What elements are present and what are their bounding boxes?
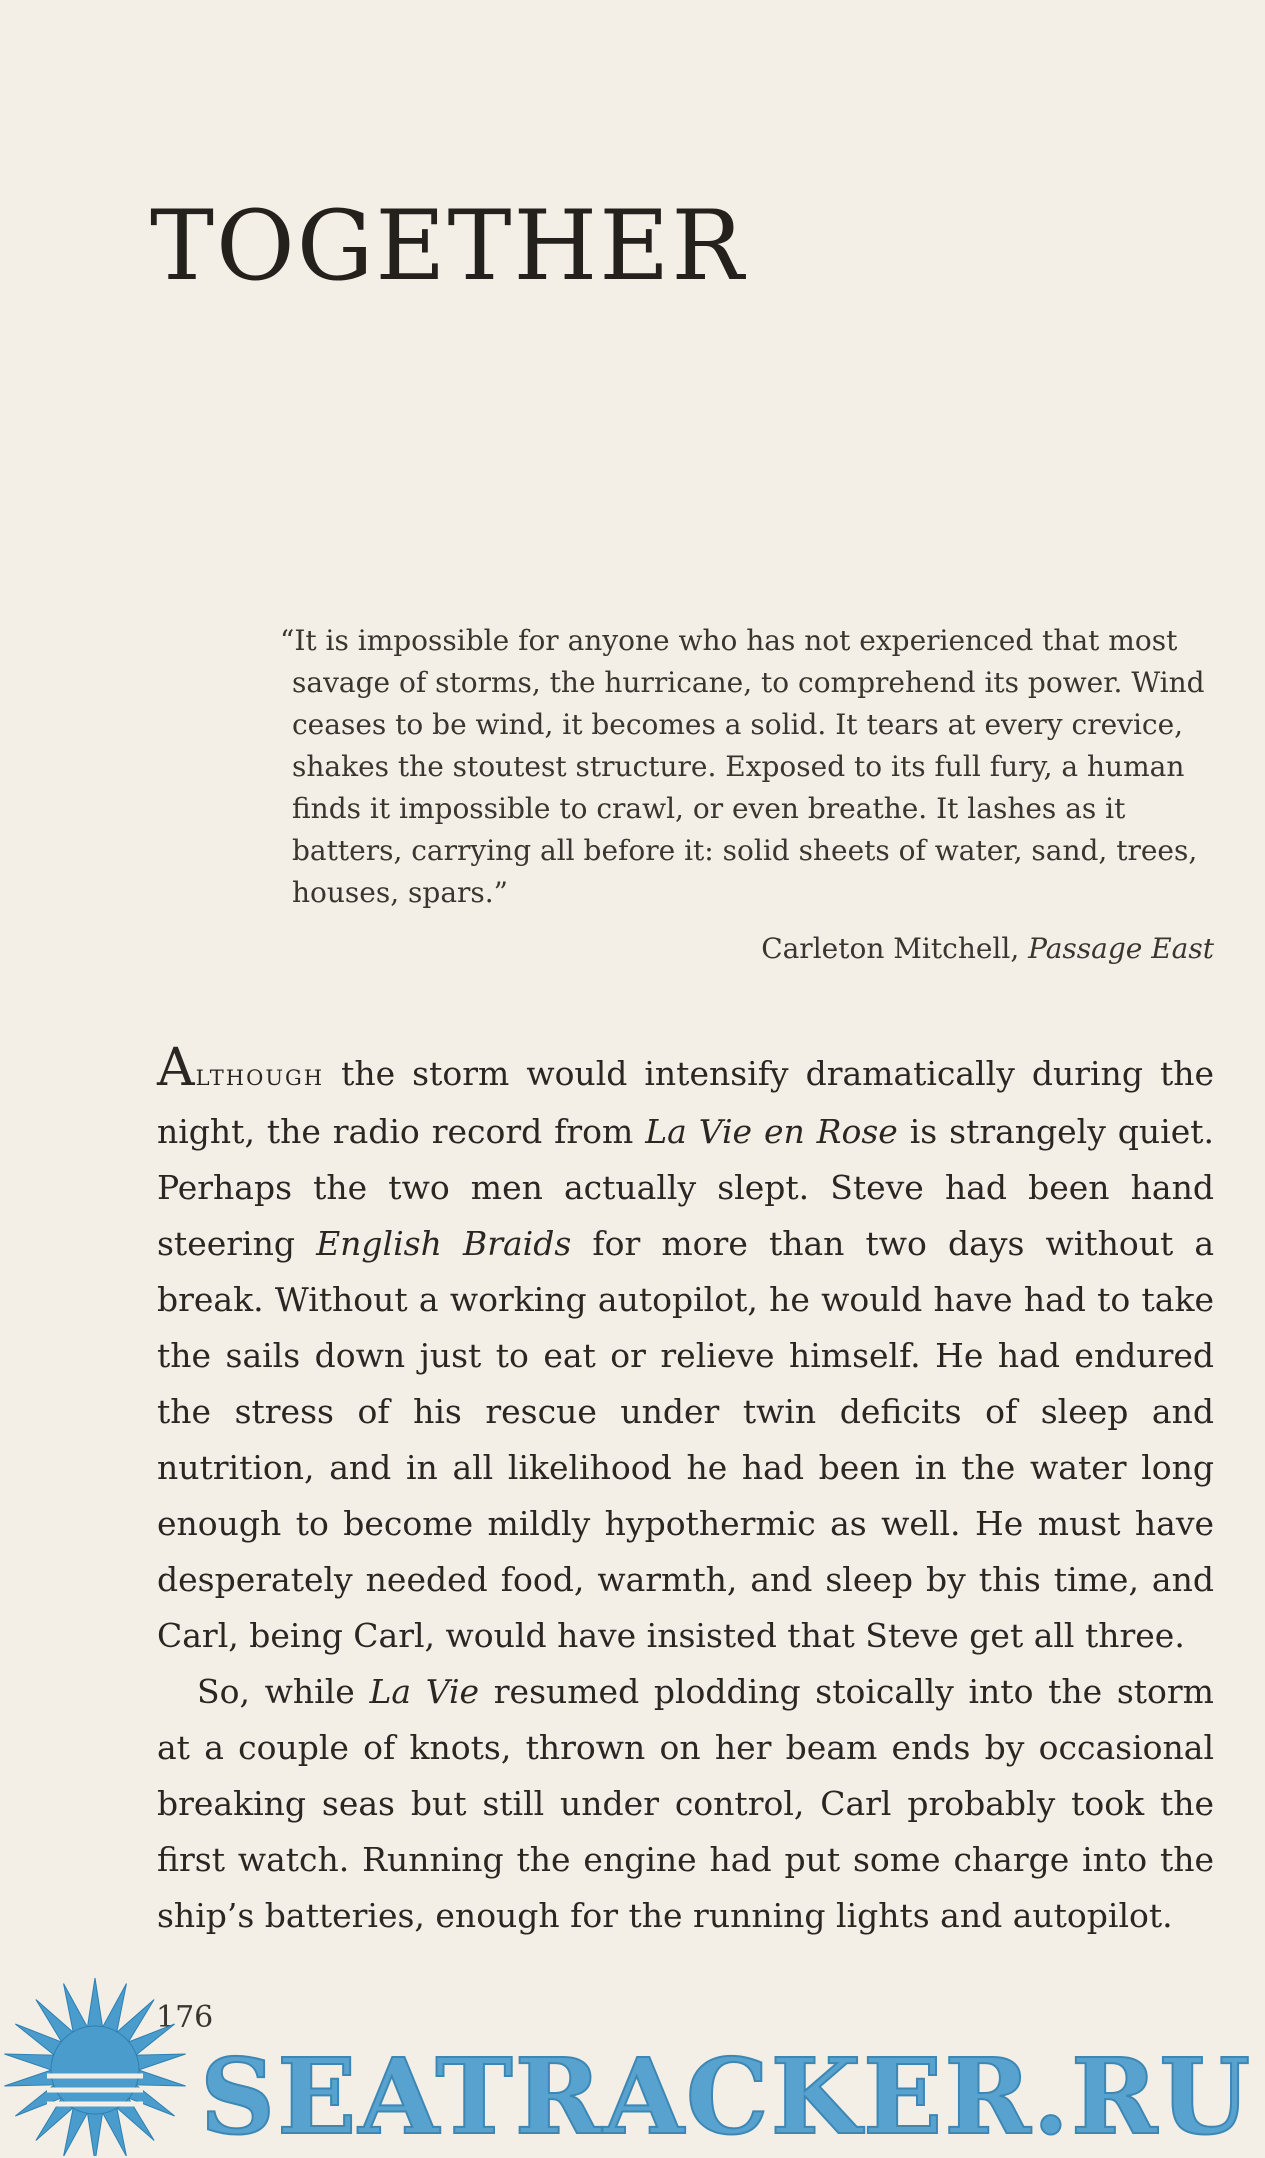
text-run: the storm would intensify dramatically during the night, the radio record from <box>157 1054 1214 1151</box>
epigraph-quote: “It is impossible for anyone who has not experienced that most savage of storms, the hurricane, to comprehend its power. Wind ceases to be wind, it becomes a solid. It tears at every crevice, shakes the stoutest structure. Exposed to its full fury, a human finds it impossible to crawl, or even breathe. It lashes as it batters, carrying all before it: solid sheets of water, sand, trees, houses, spars.” <box>280 624 1205 909</box>
text-run: is strangely quiet. Perhaps the two men actually slept. Steve had been hand steering <box>157 1112 1214 1263</box>
epigraph-attribution <box>600 932 1214 965</box>
epigraph-source: Passage East <box>1028 932 1214 965</box>
drop-cap: A <box>157 1038 196 1098</box>
italic-title: English Braids <box>316 1224 572 1263</box>
page-number: 176 <box>156 2000 214 2035</box>
watermark-text: SEATRACKER.RU <box>200 2035 1253 2158</box>
sun-icon <box>3 1978 187 2156</box>
small-caps-opening: lthough <box>195 1058 325 1093</box>
paragraph-2 <box>157 1664 1214 1944</box>
paragraph-1 <box>157 1040 1214 1664</box>
body-text <box>157 1040 1214 1944</box>
epigraph-author: Carleton Mitchell, <box>761 932 1020 965</box>
chapter-title: TOGETHER <box>150 190 746 302</box>
text-run: for more than two days without a break. Without a working autopilot, he would have had to take the sails down just to eat or relieve himself. He had endured the stress of his rescue under twin deficits of sleep and nutrition, and in all likelihood he had been in the water long enough to become mildly hypothermic as well. He must have desperately needed food, warmth, and sleep by this time, and Carl, being Carl, would have insisted that Steve get all three. <box>157 1224 1214 1655</box>
italic-title: La Vie en Rose <box>645 1112 898 1151</box>
epigraph <box>280 620 1210 914</box>
italic-title: La Vie <box>369 1672 480 1711</box>
text-run: resumed plodding stoically into the storm at a couple of knots, thrown on her beam ends by occasional breaking seas but still under control, Carl probably took the first watch. Running the engine had put some charge into the ship’s batteries, enough for the running lights and autopilot. <box>157 1672 1214 1935</box>
text-run: So, while <box>197 1672 370 1711</box>
